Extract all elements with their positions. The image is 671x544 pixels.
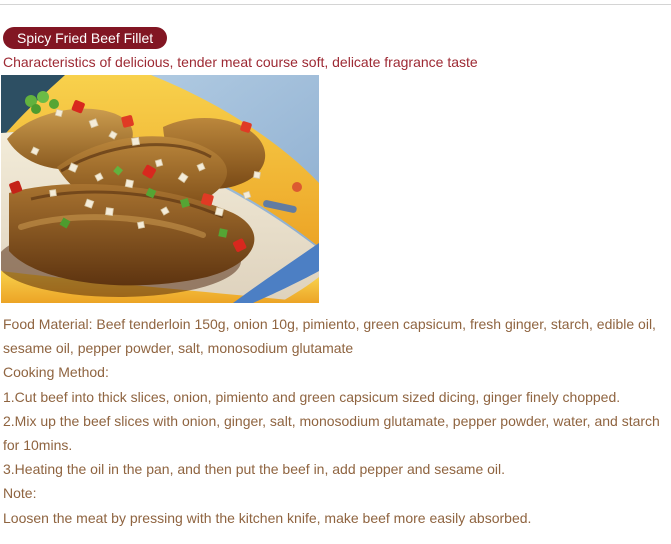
- recipe-subtitle: Characteristics of delicious, tender meat course soft, delicate fragrance taste: [3, 54, 478, 70]
- body-text-line: 1.Cut beef into thick slices, onion, pimiento and green capsicum sized dicing, ginger finely chopped.: [3, 388, 621, 405]
- body-text-line: sesame oil, pepper powder, salt, monosodium glutamate: [3, 340, 354, 357]
- body-text-line: Cooking Method:: [3, 364, 109, 381]
- body-text-line: 3.Heating the oil in the pan, and then put the beef in, add pepper and sesame oil.: [3, 461, 506, 478]
- body-text-line: for 10mins.: [3, 437, 73, 454]
- body-text-line: Food Material: Beef tenderloin 150g, onion 10g, pimiento, green capsicum, fresh ginger, starch, edible oil,: [3, 316, 656, 332]
- top-divider: [0, 4, 671, 5]
- recipe-body: [3, 312, 671, 530]
- body-text-line: 2.Mix up the beef slices with onion, ginger, salt, monosodium glutamate, pepper powder, water, and starch: [3, 412, 660, 429]
- body-text-line: Loosen the meat by pressing with the kitchen knife, make beef more easily absorbed.: [3, 509, 532, 526]
- recipe-photo: [1, 75, 319, 303]
- recipe-photo-illustration: [1, 75, 319, 303]
- recipe-title-badge: Spicy Fried Beef Fillet: [3, 27, 167, 49]
- body-text-line: Note:: [3, 485, 37, 502]
